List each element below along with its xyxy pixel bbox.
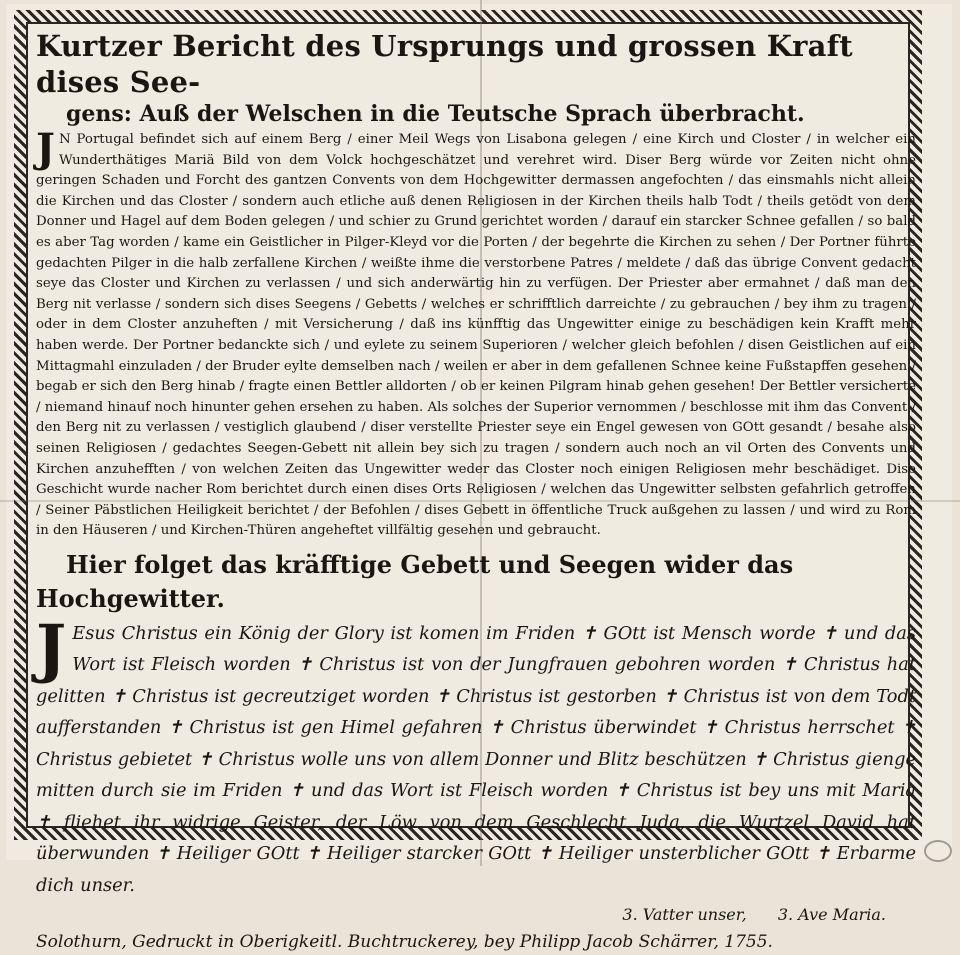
prayer-heading: Hier folget das kräfftige Gebett und Seegen wider das Hochgewitter. [36, 548, 916, 616]
title-line-2: gens: Auß der Welschen in die Teutsche Sprach überbracht. [36, 100, 916, 128]
printer-imprint: Solothurn, Gedruckt in Oberigkeitl. Buchtruckerey, bey Philipp Jacob Schärrer, 1755. [36, 929, 916, 955]
document-body [36, 28, 916, 955]
corner-stamp [924, 840, 952, 862]
closing-prayers [36, 903, 886, 927]
prayer-paragraph [36, 618, 916, 902]
prayer-text: Esus Christus ein König der Glory ist komen im Friden ✝ GOtt ist Mensch worde ✝ und das Wort ist Fleisch worden ✝ Christus ist von der Jungfrauen gebohren worden ✝ Christus hat gelitten ✝ Christus ist gecreutziget worden ✝ Christus ist gestorben ✝ Christus ist von dem Todt aufferstanden ✝ Christus ist gen Himel gefahren ✝ Christus überwindet ✝ Christus herrschet ✝ Christus gebietet ✝ Christus wolle uns von allem Donner und Blitz beschützen ✝ Christus gienge mitten durch sie im Friden ✝ und das Wort ist Fleisch worden ✝ Christus ist bey uns mit Maria ✝ fliehet ihr widrige Geister, der Löw von dem Geschlecht Juda, die Wurtzel David hat überwunden ✝ Heiliger GOtt ✝ Heiliger starcker GOtt ✝ Heiliger unsterblicher GOtt ✝ Erbarme dich unser. [36, 623, 916, 896]
report-text: N Portugal befindet sich auf einem Berg / einer Meil Wegs von Lisabona gelegen / eine Kirch und Closter / in welcher ein Wunderthätiges Mariä Bild von dem Volck hochgeschätzet und verehret wird. Diser Berg würde vor Zeiten nicht ohne geringen Schaden und Forcht des gantzen Convents von dem Hochgewitter dermassen angefochten / das einsmahls nicht allein die Kirchen und das Closter / sondern auch etliche auß denen Religiosen in der Kirchen theils halb Todt / theils getödt von dem Donner und Hagel auf dem Boden gelegen / und schier zu Grund gerichtet worden / darauf ein starcker Schnee gefallen / so bald es aber Tag worden / kame ein Geistlicher in Pilger-Kleyd vor die Porten / der begehrte die Kirchen zu sehen / Der Portner führte gedachten Pilger in die halb zerfallene Kirchen / weißte ihme die verstorbene Patres / meldete / daß das übrige Convent gedacht seye das Closter und Kirchen zu verlassen / und sich anderwärtig hin zu verfügen. Der Priester aber ermahnet / daß man den Berg nit verlasse / sondern sich dises Seegens / Gebetts / welches er schrifftlich darreichte / zu gebrauchen / bey ihm zu tragen / oder in dem Closter anzuheften / mit Versicherung / daß ins künfftig das Ungewitter einige zu beschädigen kein Krafft mehr haben werde. Der Portner bedanckte sich / und eylete zu seinem Superioren / welcher gleich befohlen / disen Geistlichen auf ein Mittagmahl einzuladen / der Bruder eylte demselben nach / weilen er aber in dem gefallenen Schnee keine Fußstapffen gesehen / begab er sich den Berg hinab / fragte einen Bettler alldorten / ob er keinen Pilgram hinab gehen gesehen! Der Bettler versicherte / niemand hinauf noch hinunter gehen ersehen zu haben. Als solches der Superior vernommen / beschlosse mit ihm das Convent / den Berg nit zu verlassen / vestiglich glaubend / diser verstellte Priester seye ein Engel gewesen von GOtt gesandt / besahe also seinen Religiosen / gedachtes Seegen-Gebett nit allein bey sich zu tragen / sondern auch noch an vil Orten des Convents und Kirchen anzuhefften / von welchen Zeiten das Ungewitter weder das Closter noch einigen Religiosen mehr beschädiget. Dise Geschicht wurde nacher Rom berichtet durch einen dises Orts Religiosen / welchen das Ungewitter selbsten gefahrlich getroffen / Seiner Päbstlichen Heiligkeit berichtet / der Befohlen / dises Gebett in öffentliche Truck außgehen zu lassen / und wird zu Rom in den Häuseren / und Kirchen-Thüren angeheftet villfältig gesehen und gebraucht. [36, 132, 916, 538]
report-paragraph [36, 130, 916, 542]
closing-ave-maria: 3. Ave Maria. [778, 905, 886, 924]
closing-pater-noster: 3. Vatter unser, [622, 905, 746, 924]
report-initial: J [36, 130, 55, 168]
prayer-initial: J [36, 620, 66, 678]
title-line-1: Kurtzer Bericht des Ursprungs und grossen Kraft dises See- [36, 28, 916, 100]
